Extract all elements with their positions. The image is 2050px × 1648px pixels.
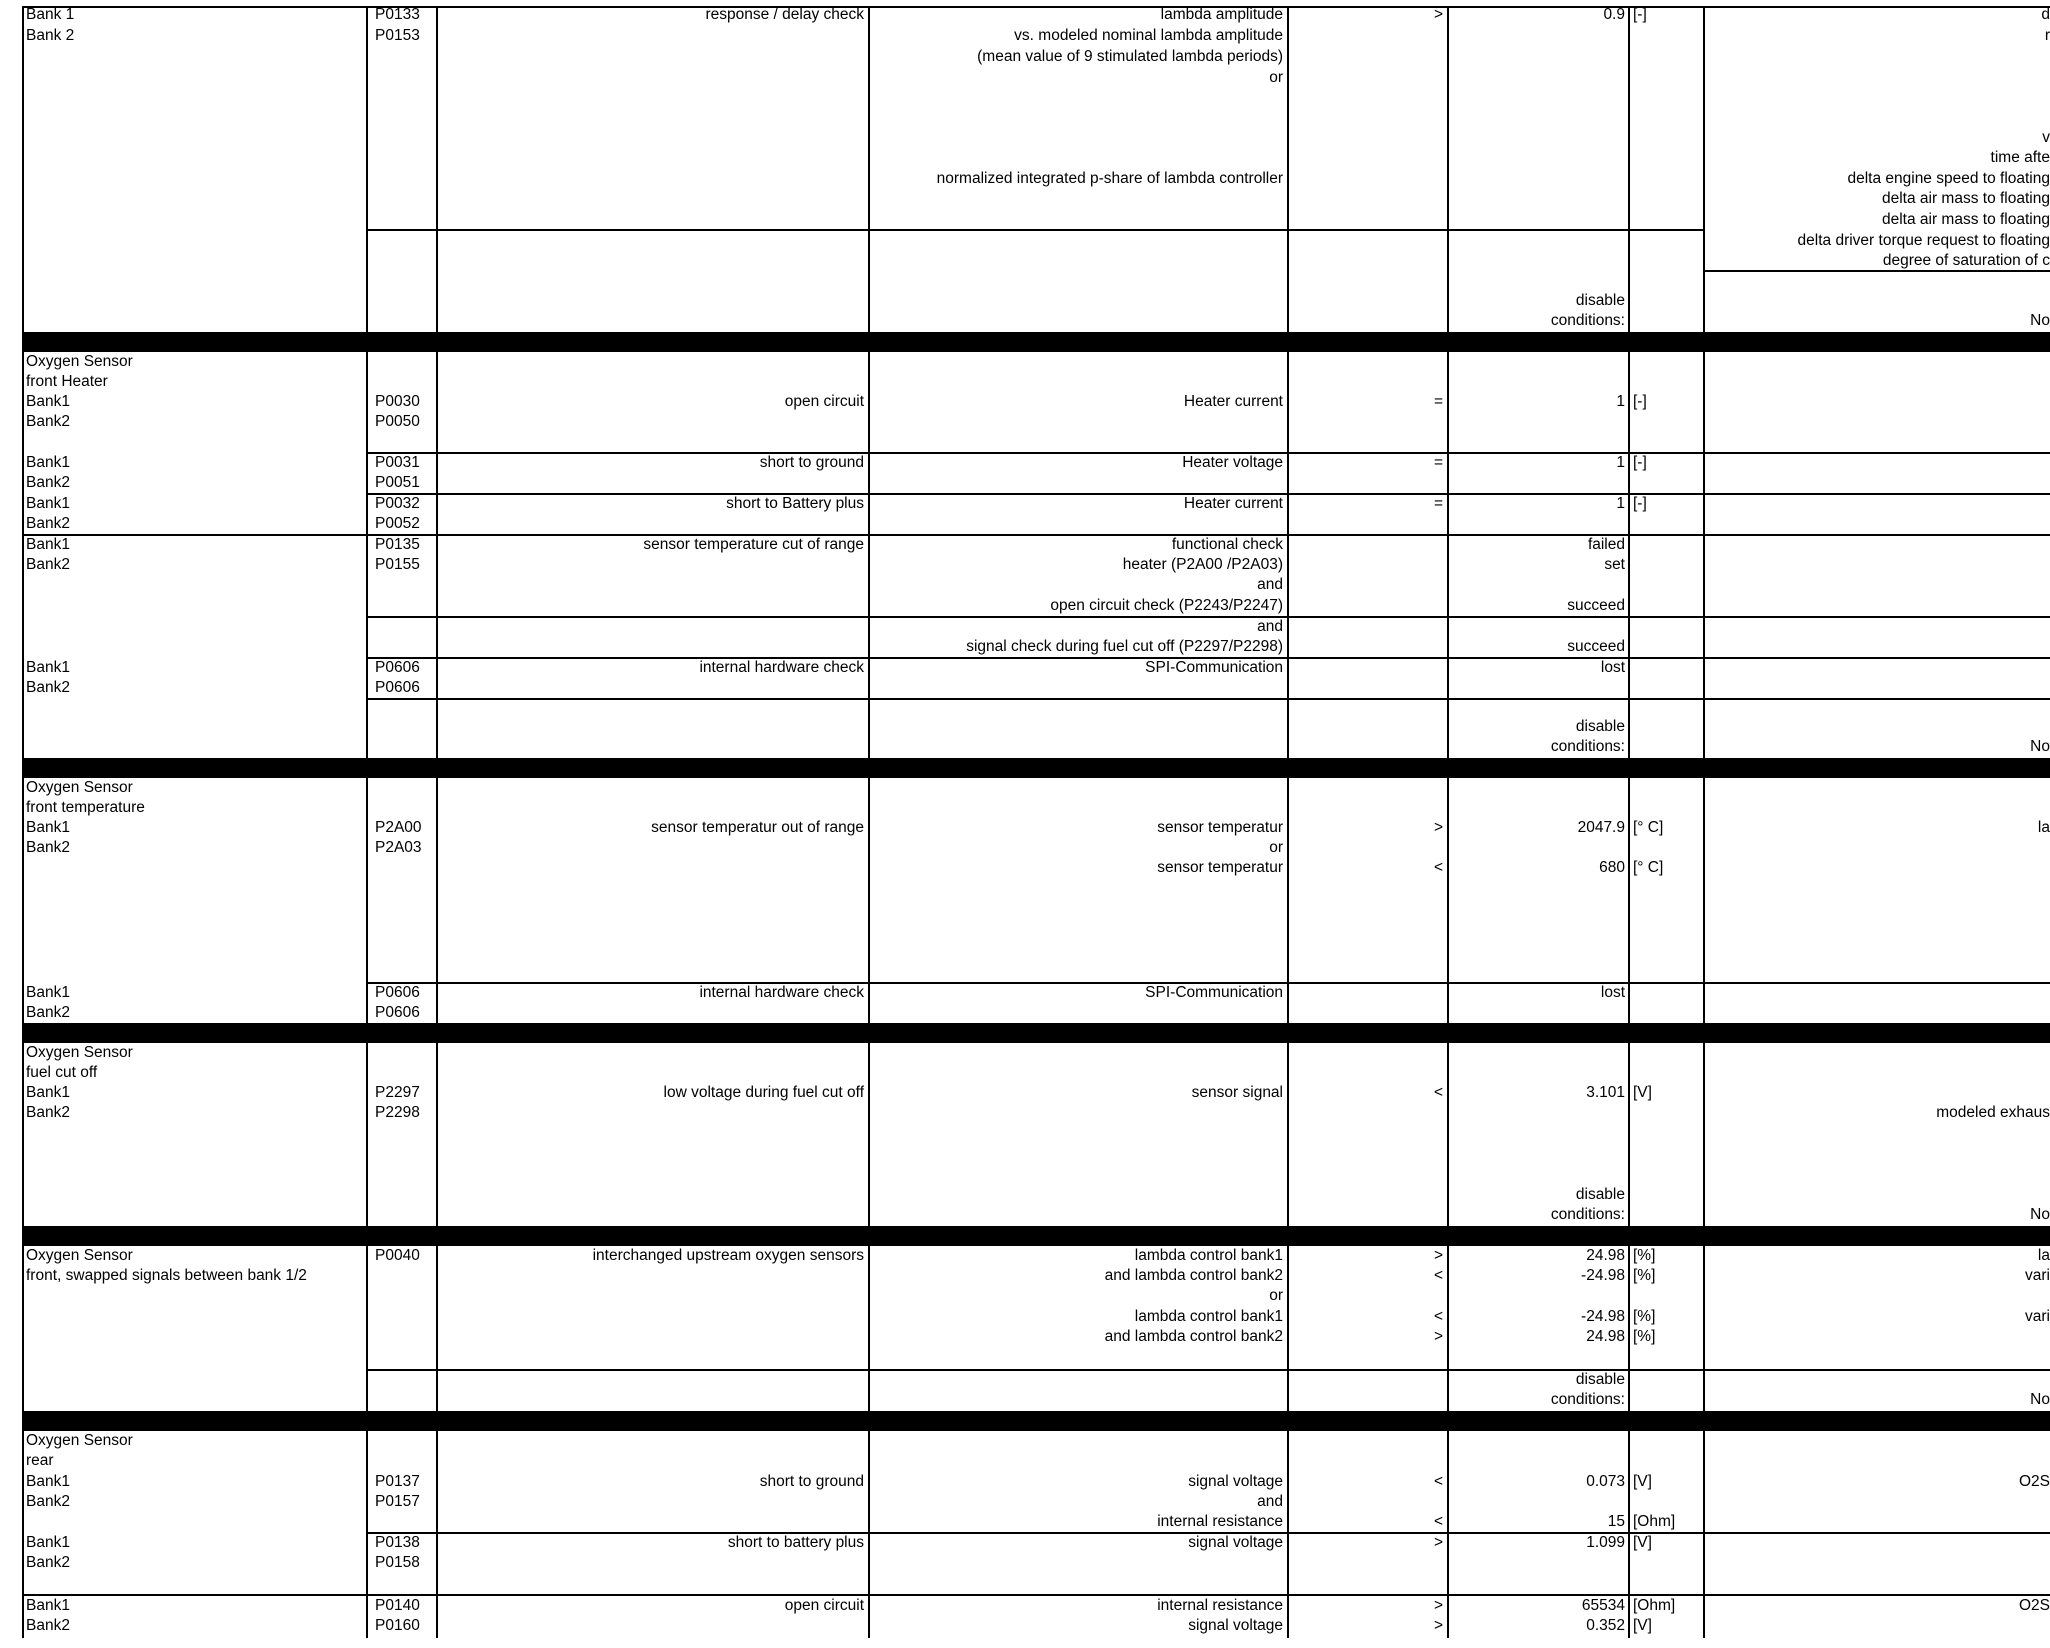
- column-rule: [436, 6, 438, 1638]
- monitor-strategy: response / delay check: [705, 6, 864, 23]
- unit: [%]: [1633, 1328, 1656, 1345]
- conditions-label: conditions:: [1550, 1206, 1625, 1223]
- fault-code: P0157: [375, 1493, 420, 1510]
- unit: [° C]: [1633, 819, 1664, 836]
- fault-code: P0153: [375, 27, 420, 44]
- secondary-param: r: [2044, 27, 2050, 44]
- threshold-value: 2047.9: [1577, 819, 1625, 836]
- secondary-param: vari: [2025, 1267, 2050, 1284]
- secondary-param: degree of saturation of c: [1882, 252, 2050, 269]
- monitor-strategy: short to Battery plus: [726, 495, 864, 512]
- fault-code: P0606: [375, 984, 420, 1001]
- section-separator: [22, 1411, 2050, 1431]
- bank-label: Bank2: [26, 474, 70, 491]
- fault-code: P0606: [375, 1004, 420, 1021]
- criteria: and lambda control bank2: [1104, 1267, 1283, 1284]
- fault-code: P0032: [375, 495, 420, 512]
- operator: <: [1433, 1513, 1443, 1530]
- unit: [-]: [1633, 495, 1647, 512]
- criteria: normalized integrated p-share of lambda controller: [936, 170, 1283, 187]
- unit: [-]: [1633, 6, 1647, 23]
- bank-label: Bank2: [26, 1004, 70, 1021]
- unit: [° C]: [1633, 859, 1664, 876]
- secondary-param: la: [2037, 819, 2050, 836]
- unit: [%]: [1633, 1308, 1656, 1325]
- threshold-value: lost: [1600, 984, 1625, 1001]
- section-title: Oxygen Sensor: [26, 1247, 133, 1264]
- fault-code: P0040: [375, 1247, 420, 1264]
- operator: >: [1433, 1534, 1443, 1551]
- unit: [-]: [1633, 393, 1647, 410]
- fault-code: P2A03: [375, 839, 422, 856]
- criteria: vs. modeled nominal lambda amplitude: [1014, 27, 1283, 44]
- fault-code: P2298: [375, 1104, 420, 1121]
- disable-label: disable: [1575, 1371, 1625, 1388]
- criteria: SPI-Communication: [1145, 984, 1283, 1001]
- threshold-value: 1: [1616, 495, 1625, 512]
- criteria: functional check: [1171, 536, 1283, 553]
- row-rule: [366, 1369, 2050, 1371]
- threshold-value: 680: [1599, 859, 1625, 876]
- row-rule: [1703, 270, 2050, 272]
- threshold-value: -24.98: [1581, 1308, 1625, 1325]
- column-rule: [1447, 6, 1449, 1638]
- criteria: internal resistance: [1157, 1597, 1283, 1614]
- fault-code: P0160: [375, 1617, 420, 1634]
- conditions-label: conditions:: [1550, 1391, 1625, 1408]
- operator: >: [1433, 1597, 1443, 1614]
- operator: >: [1433, 819, 1443, 836]
- criteria: and: [1257, 1493, 1283, 1510]
- criteria: sensor signal: [1191, 1084, 1283, 1101]
- operator: <: [1433, 1267, 1443, 1284]
- criteria: signal voltage: [1188, 1473, 1283, 1490]
- unit: [-]: [1633, 454, 1647, 471]
- secondary-param: O2S: [2018, 1473, 2050, 1490]
- section-title: rear: [26, 1452, 54, 1469]
- fault-code: P0606: [375, 659, 420, 676]
- threshold-value: 15: [1607, 1513, 1625, 1530]
- bank-label: Bank2: [26, 556, 70, 573]
- bank-label: Bank1: [26, 659, 70, 676]
- monitor-strategy: open circuit: [784, 393, 864, 410]
- threshold-value: 65534: [1581, 1597, 1625, 1614]
- criteria: (mean value of 9 stimulated lambda periods): [977, 48, 1283, 65]
- operator: =: [1433, 393, 1443, 410]
- operator: =: [1433, 454, 1443, 471]
- disable-value: No: [2030, 312, 2050, 329]
- fault-code: P0135: [375, 536, 420, 553]
- operator: <: [1433, 859, 1443, 876]
- threshold-value: 24.98: [1586, 1247, 1625, 1264]
- bank-label: Bank2: [26, 1493, 70, 1510]
- fault-code: P0050: [375, 413, 420, 430]
- threshold-value: lost: [1600, 659, 1625, 676]
- bank-label: Bank2: [26, 1554, 70, 1571]
- row-rule: [366, 229, 1705, 231]
- unit: [V]: [1633, 1617, 1652, 1634]
- bank-label: Bank1: [26, 984, 70, 1001]
- fault-code: P0051: [375, 474, 420, 491]
- threshold-value: succeed: [1567, 597, 1625, 614]
- fault-code: P2297: [375, 1084, 420, 1101]
- disable-value: No: [2030, 1206, 2050, 1223]
- section-separator: [22, 1226, 2050, 1246]
- criteria: or: [1269, 839, 1283, 856]
- fault-code: P0052: [375, 515, 420, 532]
- secondary-param: vari: [2025, 1308, 2050, 1325]
- unit: [V]: [1633, 1534, 1652, 1551]
- criteria: signal voltage: [1188, 1617, 1283, 1634]
- threshold-value: 1: [1616, 454, 1625, 471]
- secondary-param: O2S: [2018, 1597, 2050, 1614]
- criteria: Heater voltage: [1182, 454, 1283, 471]
- threshold-value: -24.98: [1581, 1267, 1625, 1284]
- fault-code: P2A00: [375, 819, 422, 836]
- threshold-value: 3.101: [1586, 1084, 1625, 1101]
- fault-code: P0137: [375, 1473, 420, 1490]
- criteria: sensor temperatur: [1157, 819, 1283, 836]
- operator: <: [1433, 1473, 1443, 1490]
- bank-label: Bank1: [26, 393, 70, 410]
- bank-label: Bank1: [26, 1597, 70, 1614]
- operator: >: [1433, 1247, 1443, 1264]
- threshold-value: 1: [1616, 393, 1625, 410]
- criteria: lambda control bank1: [1134, 1247, 1283, 1264]
- threshold-value: 0.9: [1603, 6, 1625, 23]
- criteria: lambda control bank1: [1134, 1308, 1283, 1325]
- section-title: Oxygen Sensor: [26, 1432, 133, 1449]
- secondary-param: d: [2041, 6, 2050, 23]
- bank-label: Bank2: [26, 413, 70, 430]
- secondary-param: delta air mass to floating: [1881, 211, 2050, 228]
- threshold-value: set: [1604, 556, 1625, 573]
- section-title: Oxygen Sensor: [26, 1044, 133, 1061]
- secondary-param: la: [2037, 1247, 2050, 1264]
- fault-code: P0155: [375, 556, 420, 573]
- operator: >: [1433, 1617, 1443, 1634]
- secondary-param: v: [2042, 129, 2050, 146]
- bank-label: Bank1: [26, 454, 70, 471]
- unit: [Ohm]: [1633, 1513, 1676, 1530]
- unit: [%]: [1633, 1267, 1656, 1284]
- bank-label: Bank 1: [26, 6, 75, 23]
- operator: >: [1433, 1328, 1443, 1345]
- column-rule: [1703, 6, 1705, 1638]
- column-rule: [366, 6, 368, 1638]
- bank-label: Bank1: [26, 536, 70, 553]
- section-title: front, swapped signals between bank 1/2: [26, 1267, 307, 1284]
- monitor-strategy: short to battery plus: [727, 1534, 864, 1551]
- operator: >: [1433, 6, 1443, 23]
- unit: [V]: [1633, 1473, 1652, 1490]
- bank-label: Bank1: [26, 1534, 70, 1551]
- bank-label: Bank2: [26, 515, 70, 532]
- bank-label: Bank1: [26, 819, 70, 836]
- fault-code: P0133: [375, 6, 420, 23]
- criteria: open circuit check (P2243/P2247): [1050, 597, 1283, 614]
- bank-label: Bank 2: [26, 27, 75, 44]
- threshold-value: 24.98: [1586, 1328, 1625, 1345]
- unit: [Ohm]: [1633, 1597, 1676, 1614]
- section-separator: [22, 758, 2050, 778]
- fault-code: P0158: [375, 1554, 420, 1571]
- criteria: or: [1269, 69, 1283, 86]
- secondary-param: delta driver torque request to floating: [1797, 232, 2050, 249]
- operator: <: [1433, 1308, 1443, 1325]
- criteria: SPI-Communication: [1145, 659, 1283, 676]
- bank-label: Bank2: [26, 1104, 70, 1121]
- column-rule: [1628, 6, 1630, 1638]
- criteria: and: [1257, 576, 1283, 593]
- criteria: and: [1257, 618, 1283, 635]
- disable-label: disable: [1575, 1186, 1625, 1203]
- monitor-strategy: low voltage during fuel cut off: [663, 1084, 864, 1101]
- bank-label: Bank2: [26, 1617, 70, 1634]
- monitor-strategy: sensor temperatur out of range: [651, 819, 864, 836]
- bank-label: Bank1: [26, 1473, 70, 1490]
- bank-label: Bank2: [26, 839, 70, 856]
- fault-code: P0030: [375, 393, 420, 410]
- bank-label: Bank1: [26, 1084, 70, 1101]
- secondary-param: time afte: [1990, 149, 2050, 166]
- fault-code: P0140: [375, 1597, 420, 1614]
- monitor-strategy: internal hardware check: [699, 984, 864, 1001]
- threshold-value: 0.352: [1586, 1617, 1625, 1634]
- section-title: Oxygen Sensor: [26, 353, 133, 370]
- monitor-strategy: sensor temperature cut of range: [643, 536, 864, 553]
- threshold-value: succeed: [1567, 638, 1625, 655]
- criteria: lambda amplitude: [1160, 6, 1283, 23]
- bank-label: Bank2: [26, 679, 70, 696]
- row-rule: [1703, 982, 2050, 984]
- monitor-strategy: interchanged upstream oxygen sensors: [592, 1247, 864, 1264]
- disable-value: No: [2030, 738, 2050, 755]
- secondary-param: delta air mass to floating: [1881, 190, 2050, 207]
- disable-label: disable: [1575, 292, 1625, 309]
- criteria: Heater current: [1183, 393, 1283, 410]
- fault-code: P0138: [375, 1534, 420, 1551]
- criteria: heater (P2A00 /P2A03): [1122, 556, 1283, 573]
- bank-label: Bank1: [26, 495, 70, 512]
- unit: [%]: [1633, 1247, 1656, 1264]
- criteria: or: [1269, 1287, 1283, 1304]
- conditions-label: conditions:: [1550, 312, 1625, 329]
- operator: <: [1433, 1084, 1443, 1101]
- monitor-strategy: internal hardware check: [699, 659, 864, 676]
- criteria: Heater current: [1183, 495, 1283, 512]
- section-title: fuel cut off: [26, 1064, 98, 1081]
- fault-code: P0606: [375, 679, 420, 696]
- section-separator: [22, 1023, 2050, 1043]
- criteria: signal check during fuel cut off (P2297/P2298): [966, 638, 1283, 655]
- threshold-value: failed: [1587, 536, 1625, 553]
- criteria: sensor temperatur: [1157, 859, 1283, 876]
- operator: =: [1433, 495, 1443, 512]
- criteria: and lambda control bank2: [1104, 1328, 1283, 1345]
- row-rule: [366, 698, 2050, 700]
- secondary-param: delta engine speed to floating: [1847, 170, 2050, 187]
- section-title: front temperature: [26, 799, 145, 816]
- threshold-value: 1.099: [1586, 1534, 1625, 1551]
- section-title: Oxygen Sensor: [26, 779, 133, 796]
- monitor-strategy: open circuit: [784, 1597, 864, 1614]
- disable-label: disable: [1575, 718, 1625, 735]
- column-rule: [22, 6, 24, 1638]
- monitor-strategy: short to ground: [759, 454, 864, 471]
- monitor-strategy: short to ground: [759, 1473, 864, 1490]
- section-title: front Heater: [26, 373, 108, 390]
- conditions-label: conditions:: [1550, 738, 1625, 755]
- secondary-param: modeled exhaus: [1936, 1104, 2050, 1121]
- column-rule: [1287, 6, 1289, 1638]
- column-rule: [868, 6, 870, 1638]
- unit: [V]: [1633, 1084, 1652, 1101]
- threshold-value: 0.073: [1586, 1473, 1625, 1490]
- section-separator: [22, 332, 2050, 352]
- disable-value: No: [2030, 1391, 2050, 1408]
- criteria: signal voltage: [1188, 1534, 1283, 1551]
- fault-code: P0031: [375, 454, 420, 471]
- criteria: internal resistance: [1157, 1513, 1283, 1530]
